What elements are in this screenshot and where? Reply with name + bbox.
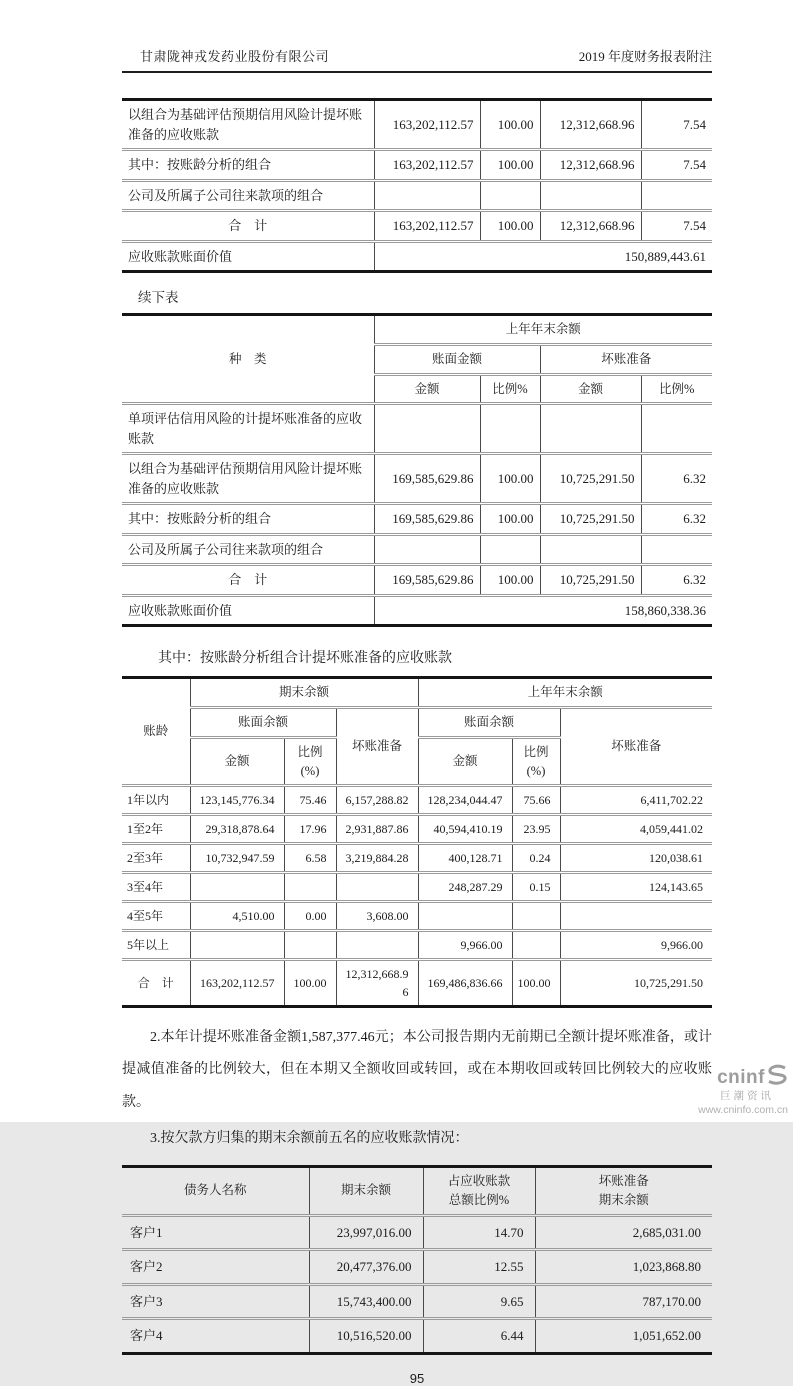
amount-cell: 169,585,629.86 — [374, 565, 480, 596]
provision-cell: 787,170.00 — [535, 1284, 712, 1319]
amount-cell: 169,585,629.86 — [374, 504, 480, 535]
col-header-provision — [535, 1167, 712, 1216]
ratio-cell: 0.00 — [284, 902, 336, 931]
provision-cell: 120,038.61 — [560, 844, 712, 873]
col-header-provision: 坏账准备 — [560, 708, 712, 786]
provision-cell: 3,608.00 — [336, 902, 418, 931]
provision-cell: 1,023,868.80 — [535, 1250, 712, 1285]
amount-cell — [190, 931, 284, 960]
ratio-cell: 100.00 — [480, 454, 540, 504]
provision-cell: 4,059,441.02 — [560, 815, 712, 844]
ratio-cell: 14.70 — [423, 1215, 535, 1250]
provision-cell — [560, 902, 712, 931]
amount-cell: 163,202,112.57 — [374, 211, 480, 242]
ratio-cell: 100.00 — [512, 960, 560, 1007]
amount-cell — [418, 902, 512, 931]
row-label-cell: 公司及所属子公司往来款项的组合 — [122, 534, 374, 565]
col-header-amount: 金额 — [418, 737, 512, 786]
provision-cell — [336, 873, 418, 902]
ratio-cell: 100.00 — [480, 565, 540, 596]
col-header-balance: 期末余额 — [309, 1167, 423, 1216]
ratio-cell — [284, 931, 336, 960]
amount-cell: 9,966.00 — [418, 931, 512, 960]
col-header-aging: 账龄 — [143, 724, 169, 739]
aging-label-cell: 2至3年 — [122, 844, 190, 873]
provision-note-paragraph: 2.本年计提坏账准备金额1,587,377.46元；本公司报告期内无前期已全额计提坏账准备，或计提减值准备的比例较大，但在本期又全额收回或转回，或在本期收回或转回比例较大的应收账款。 — [122, 1030, 712, 1110]
debtor-name-cell: 客户4 — [122, 1319, 309, 1354]
top5-debtors-table — [122, 1165, 712, 1355]
row-label-cell: 以组合为基础评估预期信用风险计提坏账准备的应收账款 — [128, 107, 363, 142]
carrying-label-cell: 应收账款账面价值 — [122, 595, 374, 626]
provision-ratio-cell: 6.32 — [641, 454, 712, 504]
provision-ratio-cell: 6.32 — [641, 504, 712, 535]
provision-cell: 12,312,668.96 — [540, 211, 641, 242]
table-row — [122, 534, 712, 565]
provision-cell: 10,725,291.50 — [540, 454, 641, 504]
aging-label-cell: 5年以上 — [122, 931, 190, 960]
col-header-amount: 金额 — [190, 737, 284, 786]
document-header — [122, 0, 712, 73]
table-row — [122, 786, 712, 815]
provision-cell — [540, 404, 641, 454]
table-row — [122, 1215, 712, 1250]
row-label-cell: 以组合为基础评估预期信用风险计提坏账准备的应收账款 — [122, 454, 374, 504]
row-label-cell: 其中：按账龄分析的组合 — [122, 504, 374, 535]
amount-cell — [190, 873, 284, 902]
table-row — [122, 150, 712, 181]
provision-ratio-cell — [641, 180, 712, 211]
aging-label-cell: 1至2年 — [122, 815, 190, 844]
col-header-ratio: 比例(%) — [284, 737, 336, 786]
ratio-cell: 9.65 — [423, 1284, 535, 1319]
row-label-cell: 单项评估信用风险的计提坏账准备的应收账款 — [122, 404, 374, 454]
total-label-cell: 合 计 — [122, 960, 190, 1007]
provision-cell: 12,312,668.96 — [540, 100, 641, 150]
provision-cell: 124,143.65 — [560, 873, 712, 902]
receivables-summary-prior-table — [122, 313, 712, 627]
carrying-value-cell: 158,860,338.36 — [374, 595, 712, 626]
col-header-ratio: 比例% — [641, 374, 712, 404]
provision-cell — [540, 534, 641, 565]
total-label-cell: 合 计 — [122, 211, 374, 242]
amount-cell: 163,202,112.57 — [374, 100, 480, 150]
provision-ratio-cell: 7.54 — [641, 100, 712, 150]
table-row — [122, 902, 712, 931]
table-row — [122, 1284, 712, 1319]
aging-section-title: 其中：按账龄分析组合计提坏账准备的应收账款 — [158, 651, 452, 667]
table-row — [122, 844, 712, 873]
table-row — [122, 1250, 712, 1285]
ratio-cell: 0.15 — [512, 873, 560, 902]
continued-table-note: 续下表 — [138, 290, 179, 305]
amount-cell — [374, 180, 480, 211]
aging-label-cell: 4至5年 — [122, 902, 190, 931]
col-header-debtor: 债务人名称 — [183, 1183, 247, 1198]
col-header-ratio: 比例(%) — [512, 737, 560, 786]
table-row — [122, 454, 712, 504]
carrying-value-row — [122, 241, 712, 272]
provision-cell: 12,312,668.96 — [540, 150, 641, 181]
provision-ratio-cell — [641, 534, 712, 565]
table-row — [122, 1319, 712, 1354]
ratio-cell: 100.00 — [480, 504, 540, 535]
cninfo-logo — [698, 1065, 788, 1116]
balance-cell: 20,477,376.00 — [309, 1250, 423, 1285]
amount-cell — [374, 534, 480, 565]
ratio-cell — [480, 534, 540, 565]
page-content — [122, 98, 712, 1386]
provision-cell: 1,051,652.00 — [535, 1319, 712, 1354]
table-row — [122, 100, 712, 150]
ratio-cell: 100.00 — [480, 150, 540, 181]
col-header-ratio-line2: 总额比例% — [448, 1192, 510, 1207]
ratio-cell: 6.58 — [284, 844, 336, 873]
amount-cell: 400,128.71 — [418, 844, 512, 873]
ratio-cell: 75.46 — [284, 786, 336, 815]
ratio-cell: 12.55 — [423, 1250, 535, 1285]
total-row — [122, 960, 712, 1007]
provision-cell: 6,411,702.22 — [560, 786, 712, 815]
aging-label-cell: 1年以内 — [122, 786, 190, 815]
provision-cell: 3,219,884.28 — [336, 844, 418, 873]
ratio-cell: 100.00 — [480, 211, 540, 242]
col-header-book-balance: 账面余额 — [190, 708, 336, 738]
col-header-provision: 坏账准备 — [336, 708, 418, 786]
provision-ratio-cell — [641, 404, 712, 454]
amount-cell — [374, 404, 480, 454]
ratio-cell: 0.24 — [512, 844, 560, 873]
carrying-value-row — [122, 595, 712, 626]
col-header-prior-group: 上年年末余额 — [374, 315, 712, 345]
ratio-cell — [284, 873, 336, 902]
amount-cell: 163,202,112.57 — [190, 960, 284, 1007]
total-row — [122, 565, 712, 596]
col-header-current-group: 期末余额 — [190, 678, 418, 708]
amount-cell: 169,486,836.66 — [418, 960, 512, 1007]
row-label-cell: 公司及所属子公司往来款项的组合 — [122, 180, 374, 211]
header-row — [122, 678, 712, 708]
company-name: 甘肃陇神戎发药业股份有限公司 — [140, 49, 330, 64]
table-row — [122, 180, 712, 211]
ratio-cell: 23.95 — [512, 815, 560, 844]
provision-cell: 9,966.00 — [560, 931, 712, 960]
provision-ratio-cell: 6.32 — [641, 565, 712, 596]
table-row — [122, 873, 712, 902]
ratio-cell: 6.44 — [423, 1319, 535, 1354]
provision-ratio-cell: 7.54 — [641, 211, 712, 242]
ratio-cell — [512, 902, 560, 931]
balance-cell: 23,997,016.00 — [309, 1215, 423, 1250]
amount-cell: 4,510.00 — [190, 902, 284, 931]
report-title: 2019 年度财务报表附注 — [578, 49, 712, 64]
amount-cell: 128,234,044.47 — [418, 786, 512, 815]
ratio-cell: 17.96 — [284, 815, 336, 844]
amount-cell: 29,318,878.64 — [190, 815, 284, 844]
col-header-provision-line1: 坏账准备 — [598, 1174, 649, 1188]
balance-cell: 15,743,400.00 — [309, 1284, 423, 1319]
col-header-prior-group: 上年年末余额 — [418, 678, 712, 708]
ratio-cell — [512, 931, 560, 960]
balance-cell: 10,516,520.00 — [309, 1319, 423, 1354]
provision-cell: 2,685,031.00 — [535, 1215, 712, 1250]
receivables-summary-current-table — [122, 98, 712, 273]
top5-note-paragraph: 3.按欠款方归集的期末余额前五名的应收账款情况： — [150, 1130, 469, 1146]
amount-cell: 169,585,629.86 — [374, 454, 480, 504]
table-row — [122, 815, 712, 844]
debtor-name-cell: 客户2 — [122, 1250, 309, 1285]
total-label-cell: 合 计 — [122, 565, 374, 596]
debtor-name-cell: 客户1 — [122, 1215, 309, 1250]
col-header-provision: 坏账准备 — [540, 344, 712, 374]
table-row — [122, 504, 712, 535]
cninfo-url: www.cninfo.com.cn — [698, 1104, 788, 1116]
provision-cell: 2,931,887.86 — [336, 815, 418, 844]
provision-ratio-cell: 7.54 — [641, 150, 712, 181]
cninfo-site-name: 巨潮资讯 — [720, 1090, 774, 1102]
provision-cell — [336, 931, 418, 960]
provision-cell: 10,725,291.50 — [540, 504, 641, 535]
total-row — [122, 211, 712, 242]
provision-cell: 10,725,291.50 — [540, 565, 641, 596]
header-row — [122, 708, 712, 738]
ratio-cell: 100.00 — [480, 100, 540, 150]
cninfo-brand-text: cninf — [717, 1066, 765, 1088]
amount-cell: 163,202,112.57 — [374, 150, 480, 181]
ratio-cell: 100.00 — [284, 960, 336, 1007]
table-row — [122, 404, 712, 454]
col-header-book-amount: 账面金额 — [374, 344, 540, 374]
col-header-ratio: 比例% — [480, 374, 540, 404]
col-header-ratio-line1: 占应收账款 — [447, 1174, 511, 1188]
provision-cell: 6,157,288.82 — [336, 786, 418, 815]
provision-cell — [540, 180, 641, 211]
header-row — [122, 315, 712, 345]
aging-analysis-table — [122, 676, 712, 1008]
row-label-cell: 其中：按账龄分析的组合 — [122, 150, 374, 181]
amount-cell: 40,594,410.19 — [418, 815, 512, 844]
amount-cell: 123,145,776.34 — [190, 786, 284, 815]
ratio-cell — [480, 180, 540, 211]
col-header-amount: 金额 — [374, 374, 480, 404]
amount-cell: 10,732,947.59 — [190, 844, 284, 873]
carrying-value-cell: 150,889,443.61 — [374, 241, 712, 272]
col-header-category: 种 类 — [228, 351, 267, 366]
ratio-cell — [480, 404, 540, 454]
col-header-ratio — [423, 1167, 535, 1216]
header-row — [122, 1167, 712, 1216]
table-row — [122, 931, 712, 960]
ratio-cell: 75.66 — [512, 786, 560, 815]
aging-label-cell: 3至4年 — [122, 873, 190, 902]
provision-cell: 10,725,291.50 — [560, 960, 712, 1007]
carrying-label-cell: 应收账款账面价值 — [122, 241, 374, 272]
cninfo-logo-icon — [766, 1065, 788, 1090]
col-header-provision-line2: 期末余额 — [598, 1192, 649, 1207]
amount-cell: 248,287.29 — [418, 873, 512, 902]
debtor-name-cell: 客户3 — [122, 1284, 309, 1319]
page-number: 95 — [409, 1370, 425, 1386]
col-header-book-balance: 账面余额 — [418, 708, 560, 738]
col-header-amount: 金额 — [540, 374, 641, 404]
provision-cell: 12,312,668.96 — [336, 960, 418, 1007]
